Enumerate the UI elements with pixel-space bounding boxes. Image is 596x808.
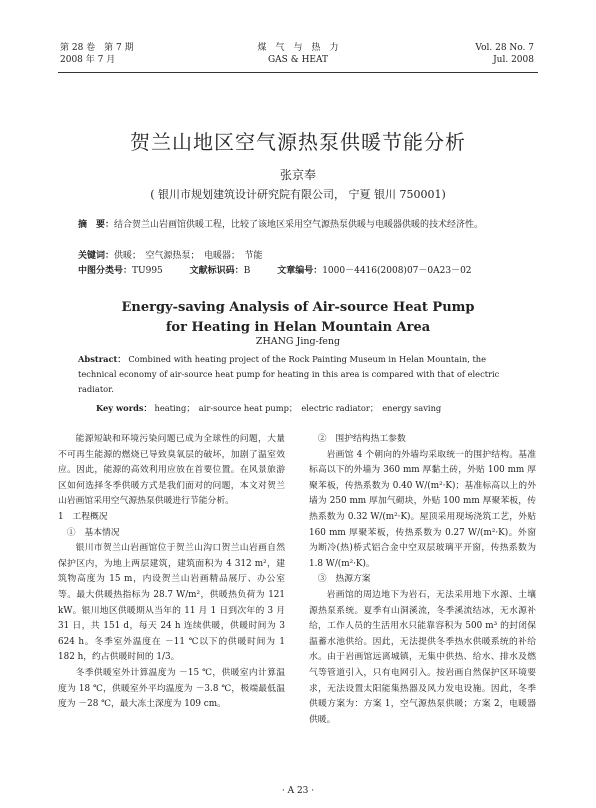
clc-value: TU995 bbox=[132, 266, 163, 276]
author-name: 张京奉 bbox=[279, 168, 316, 182]
page-number: · A 23 · bbox=[281, 786, 315, 796]
running-header-right bbox=[475, 42, 534, 66]
clc-label: 中图分类号： bbox=[78, 266, 133, 276]
volume-issue-en: Vol. 28 No. 7 bbox=[475, 43, 534, 53]
envelope-paragraph: 岩画馆 4 个朝向的外墙均采取统一的围护结构。基准标高以下的外墙为 360 mm 厚黏土砖，外贴 100 mm 厚聚苯板，传热系数为 0.40 W/(m²·K)；基准标高以上的外墙为 250 mm 厚加气砌块，外贴 100 mm 厚聚苯板，传热系数为 0.32 W/(m²·K)。屋顶采用现场浇筑工艺，外贴 160 mm 厚聚苯板，传热系数为 0.27 W/(m²·K)。外窗为断冷(热)桥式铝合金中空双层玻璃平开窗，传热系数为 1.8 W/(m²·K)。 bbox=[309, 449, 536, 569]
doc-code-value: B bbox=[243, 266, 251, 276]
english-title-line-2: for Heating in Helan Mountain Area bbox=[165, 320, 431, 335]
english-keywords-label: Key words： bbox=[96, 403, 152, 413]
article-no-label: 文章编号： bbox=[277, 266, 323, 276]
design-temperature-paragraph: 冬季供暖室外计算温度为 －15 ℃，供暖室内计算温度为 18 ℃，供暖室外平均温度为 －3.8 ℃，极端最低温度为 －28 ℃，最大冻土深度为 109 cm。 bbox=[58, 667, 285, 710]
intro-paragraph: 能源短缺和环境污染问题已成为全球性的问题，大量不可再生能源的燃烧已导致臭氧层的破坏，加剧了温室效应。因此，能源的高效利用应放在首要位置。在风景旅游区如何选择冬季供暖方式是我们面对的问题，本文对贺兰山岩画馆采用空气源热泵供暖进行节能分析。 bbox=[58, 434, 285, 507]
header-rule bbox=[58, 72, 538, 73]
subsection-heading-heat-source: ③ 热源方案 bbox=[317, 574, 371, 585]
journal-name-cn: 煤 气 与 热 力 bbox=[257, 43, 339, 53]
english-author: ZHANG Jing-feng bbox=[255, 336, 341, 347]
section-heading-1: 1 工程概况 bbox=[58, 511, 108, 522]
cn-abstract-label: 摘 要： bbox=[78, 220, 115, 230]
basic-info-paragraph: 银川市贺兰山岩画馆位于贺兰山沟口贺兰山岩画自然保护区内，为地上两层建筑，建筑面积为 4 312 m²，建筑物高度为 15 m，内设贺兰山岩画精品展厅、办公室等。最大供暖热指标为 28.7 W/m²，供暖热负荷为 121 kW。银川地区供暖期从当年的 11 月 1 日到次年的 3 月 31 日，共 151 d，每天 24 h 连续供暖，供暖时间为 3 624 h。冬季室外温度在 －11 ℃以下的供暖时间为 1 182 h，约占供暖时间的 1/3。 bbox=[58, 543, 285, 663]
subsection-heading-basic: ① 基本情况 bbox=[66, 527, 120, 538]
date-cn: 2008 年 7 月 bbox=[60, 55, 116, 65]
classification-row bbox=[78, 264, 522, 279]
english-title bbox=[0, 298, 596, 338]
english-keywords-text: heating； air-source heat pump； electric radiator； energy saving bbox=[154, 403, 442, 413]
cn-keywords-text: 供暖； 空气源热泵； 电暖器； 节能 bbox=[114, 251, 263, 261]
cn-keywords bbox=[78, 249, 522, 264]
body-column-left bbox=[58, 432, 285, 713]
cn-abstract bbox=[78, 218, 522, 233]
english-abstract bbox=[78, 352, 522, 397]
volume-issue-cn: 第 28 卷 第 7 期 bbox=[60, 43, 134, 53]
english-keywords bbox=[96, 402, 526, 414]
cn-abstract-text: 结合贺兰山岩画馆供暖工程，比较了该地区采用空气源热泵供暖与电暖器供暖的技术经济性。 bbox=[114, 220, 484, 230]
english-abstract-label: Abstract： bbox=[78, 354, 126, 364]
body-column-right bbox=[309, 432, 536, 728]
english-title-line-1: Energy-saving Analysis of Air-source Heat Pump bbox=[121, 300, 475, 315]
doc-code-label: 文献标识码： bbox=[189, 266, 244, 276]
english-abstract-text: Combined with heating project of the Rock Painting Museum in Helan Mountain, the technical economy of air-source heat pump for heating in this area is compared with that of electric radiator. bbox=[78, 354, 500, 394]
date-en: Jul. 2008 bbox=[493, 55, 534, 65]
subsection-heading-envelope: ② 围护结构热工参数 bbox=[317, 434, 406, 444]
article-no-value: 1000－4416(2008)07－0A23－02 bbox=[322, 266, 472, 276]
cn-keywords-label: 关键词： bbox=[78, 251, 115, 261]
author-affiliation: ( 银川市规划建筑设计研究院有限公司， 宁夏 银川 750001) bbox=[150, 188, 446, 201]
heat-source-paragraph: 岩画馆的周边地下为岩石，无法采用地下水源、土壤源热泵系统。夏季有山洞溪流，冬季溪流结冰，无水源补给，工作人员的生活用水只能靠容积为 500 m³ 的封闭保温蓄水池供给。因此，无法提供冬季热水供暖系统的补给水。由于岩画馆远离城镇，无集中供热、给水、排水及燃气等管道引入，只有电网引入。按岩画自然保护区环境要求，无法设置太阳能集热器及风力发电设施。因此，冬季供暖方案为：方案 1，空气源热泵供暖；方案 2，电暖器供暖。 bbox=[309, 589, 536, 725]
paper-title: 贺兰山地区空气源热泵供暖节能分析 bbox=[130, 130, 466, 154]
journal-name-en: GAS & HEAT bbox=[267, 55, 329, 65]
